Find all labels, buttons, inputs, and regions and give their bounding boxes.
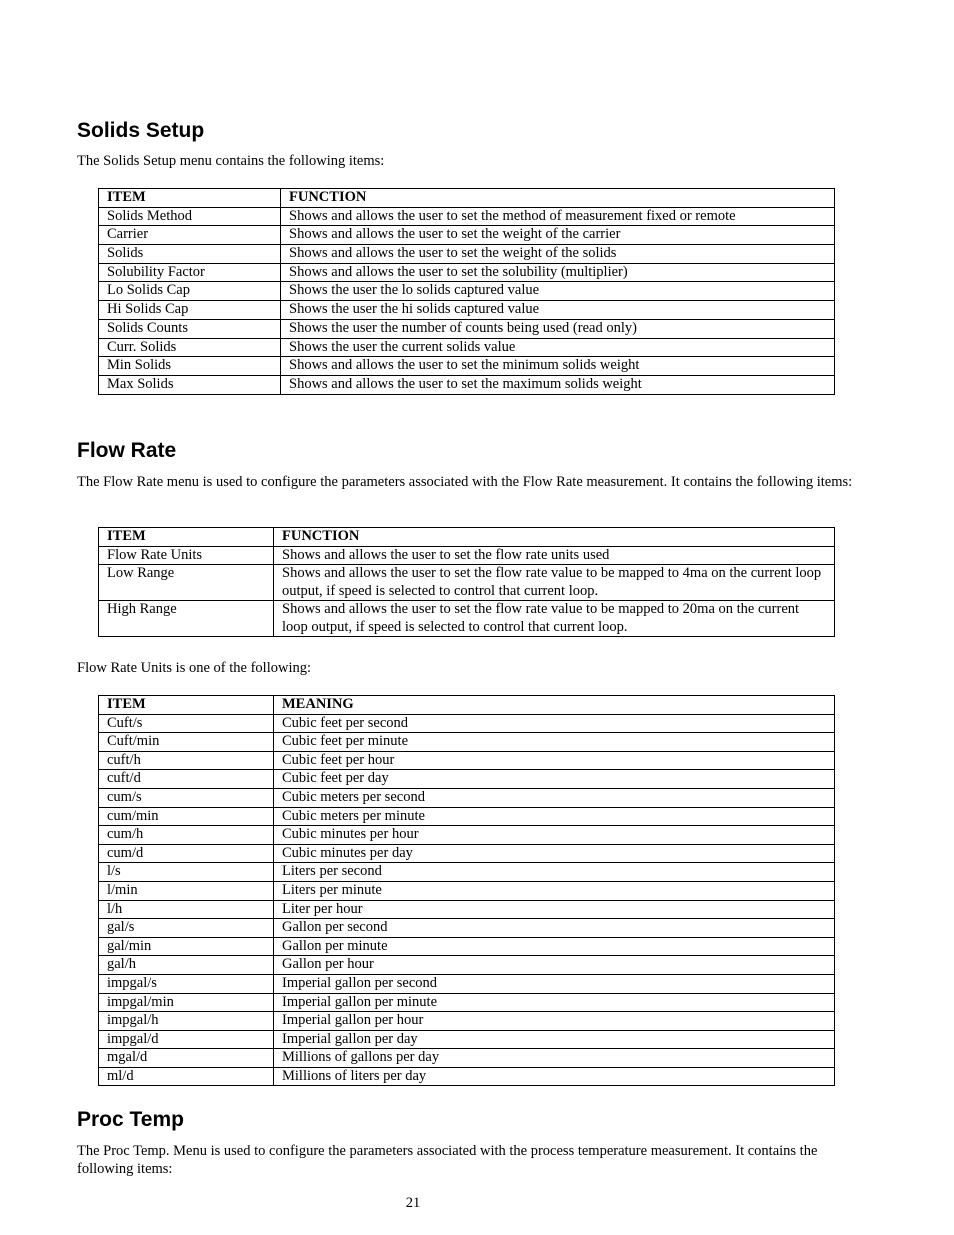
table-cell-item: cuft/h bbox=[99, 751, 274, 770]
proc-temp-intro: The Proc Temp. Menu is used to configure the parameters associated with the process temperature measurement. It contains the following items: bbox=[77, 1143, 818, 1177]
solids-setup-intro: The Solids Setup menu contains the following items: bbox=[77, 153, 385, 169]
table-row bbox=[99, 565, 835, 601]
table-cell-item: Solids bbox=[99, 245, 281, 264]
table-row bbox=[99, 1049, 835, 1068]
column-header-meaning: MEANING bbox=[274, 696, 835, 715]
table-cell-description: Liters per minute bbox=[274, 881, 835, 900]
table-row bbox=[99, 844, 835, 863]
table-cell-description: Cubic minutes per day bbox=[274, 844, 835, 863]
column-header-function: FUNCTION bbox=[274, 528, 835, 547]
table-cell-item: cum/s bbox=[99, 788, 274, 807]
table-row bbox=[99, 245, 835, 264]
section-heading-proc-temp: Proc Temp bbox=[77, 1108, 184, 1131]
table-cell-description: Shows the user the number of counts being used (read only) bbox=[281, 319, 835, 338]
table-cell-item: l/s bbox=[99, 863, 274, 882]
table-cell-item: cum/min bbox=[99, 807, 274, 826]
table-cell-item: impgal/min bbox=[99, 993, 274, 1012]
table-row bbox=[99, 863, 835, 882]
table-cell-item: ml/d bbox=[99, 1067, 274, 1086]
table-row bbox=[99, 226, 835, 245]
table-row bbox=[99, 919, 835, 938]
flow-rate-intro: The Flow Rate menu is used to configure the parameters associated with the Flow Rate measurement. It contains the following items: bbox=[77, 474, 853, 490]
table-cell-description: Cubic feet per hour bbox=[274, 751, 835, 770]
table-cell-item: impgal/d bbox=[99, 1030, 274, 1049]
table-row bbox=[99, 788, 835, 807]
table-row bbox=[99, 263, 835, 282]
table-row bbox=[99, 993, 835, 1012]
table-row bbox=[99, 207, 835, 226]
table-cell-description: Millions of gallons per day bbox=[274, 1049, 835, 1068]
table-cell-item: Cuft/min bbox=[99, 733, 274, 752]
table-cell-item: Min Solids bbox=[99, 357, 281, 376]
table-cell-description: Shows and allows the user to set the maximum solids weight bbox=[281, 375, 835, 394]
table-row bbox=[99, 807, 835, 826]
table-cell-description: Gallon per second bbox=[274, 919, 835, 938]
table-header-row bbox=[99, 696, 835, 715]
table-cell-item: Solubility Factor bbox=[99, 263, 281, 282]
table-cell-description: Cubic meters per minute bbox=[274, 807, 835, 826]
column-header-item: ITEM bbox=[99, 696, 274, 715]
table-row bbox=[99, 733, 835, 752]
table-cell-item: High Range bbox=[99, 601, 274, 637]
table-cell-item: Cuft/s bbox=[99, 714, 274, 733]
table-cell-description: Shows and allows the user to set the weight of the solids bbox=[281, 245, 835, 264]
table-cell-description: Shows and allows the user to set the flow rate value to be mapped to 4ma on the current loop output, if speed is selected to control that current loop. bbox=[274, 565, 835, 601]
table-row bbox=[99, 282, 835, 301]
table-row bbox=[99, 974, 835, 993]
column-header-item: ITEM bbox=[99, 528, 274, 547]
table-cell-description: Shows and allows the user to set the solubility (multiplier) bbox=[281, 263, 835, 282]
table-cell-description: Gallon per hour bbox=[274, 956, 835, 975]
flow-rate-units-table bbox=[98, 695, 835, 1086]
table-cell-description: Shows and allows the user to set the weight of the carrier bbox=[281, 226, 835, 245]
table-cell-item: gal/min bbox=[99, 937, 274, 956]
table-cell-item: Solids Counts bbox=[99, 319, 281, 338]
table-row bbox=[99, 357, 835, 376]
section-heading-solids-setup: Solids Setup bbox=[77, 119, 205, 142]
table-cell-description: Cubic minutes per hour bbox=[274, 826, 835, 845]
table-cell-item: l/h bbox=[99, 900, 274, 919]
table-cell-item: impgal/s bbox=[99, 974, 274, 993]
flow-rate-units-intro: Flow Rate Units is one of the following: bbox=[77, 660, 311, 676]
table-cell-item: Flow Rate Units bbox=[99, 546, 274, 565]
table-cell-item: mgal/d bbox=[99, 1049, 274, 1068]
table-cell-item: Lo Solids Cap bbox=[99, 282, 281, 301]
table-cell-description: Cubic feet per minute bbox=[274, 733, 835, 752]
solids-setup-table bbox=[98, 188, 835, 395]
table-cell-description: Imperial gallon per minute bbox=[274, 993, 835, 1012]
table-header-row bbox=[99, 189, 835, 208]
table-cell-description: Shows the user the hi solids captured value bbox=[281, 301, 835, 320]
table-cell-description: Gallon per minute bbox=[274, 937, 835, 956]
table-row bbox=[99, 1067, 835, 1086]
table-cell-item: Low Range bbox=[99, 565, 274, 601]
table-cell-description: Shows and allows the user to set the flow rate units used bbox=[274, 546, 835, 565]
table-cell-item: Max Solids bbox=[99, 375, 281, 394]
table-cell-description: Imperial gallon per second bbox=[274, 974, 835, 993]
table-row bbox=[99, 1012, 835, 1031]
table-row bbox=[99, 338, 835, 357]
table-row bbox=[99, 319, 835, 338]
table-cell-description: Cubic feet per second bbox=[274, 714, 835, 733]
table-cell-description: Millions of liters per day bbox=[274, 1067, 835, 1086]
table-row bbox=[99, 714, 835, 733]
table-row bbox=[99, 881, 835, 900]
table-cell-description: Shows and allows the user to set the flow rate value to be mapped to 20ma on the current loop output, if speed is selected to control that current loop. bbox=[274, 601, 835, 637]
table-cell-item: l/min bbox=[99, 881, 274, 900]
table-cell-description: Cubic feet per day bbox=[274, 770, 835, 789]
column-header-function: FUNCTION bbox=[281, 189, 835, 208]
table-cell-item: cum/d bbox=[99, 844, 274, 863]
flow-rate-table bbox=[98, 527, 835, 637]
table-cell-item: cuft/d bbox=[99, 770, 274, 789]
table-row bbox=[99, 301, 835, 320]
table-row bbox=[99, 375, 835, 394]
table-row bbox=[99, 956, 835, 975]
table-cell-description: Imperial gallon per hour bbox=[274, 1012, 835, 1031]
table-cell-item: cum/h bbox=[99, 826, 274, 845]
table-cell-item: Hi Solids Cap bbox=[99, 301, 281, 320]
section-heading-flow-rate: Flow Rate bbox=[77, 439, 177, 462]
table-cell-description: Cubic meters per second bbox=[274, 788, 835, 807]
table-cell-description: Shows the user the lo solids captured value bbox=[281, 282, 835, 301]
table-row bbox=[99, 751, 835, 770]
table-cell-description: Liter per hour bbox=[274, 900, 835, 919]
table-cell-description: Shows and allows the user to set the minimum solids weight bbox=[281, 357, 835, 376]
table-cell-item: gal/s bbox=[99, 919, 274, 938]
table-row bbox=[99, 1030, 835, 1049]
column-header-item: ITEM bbox=[99, 189, 281, 208]
table-cell-item: Solids Method bbox=[99, 207, 281, 226]
table-header-row bbox=[99, 528, 835, 547]
table-row bbox=[99, 770, 835, 789]
table-cell-description: Imperial gallon per day bbox=[274, 1030, 835, 1049]
table-cell-item: impgal/h bbox=[99, 1012, 274, 1031]
table-cell-description: Liters per second bbox=[274, 863, 835, 882]
table-cell-item: Carrier bbox=[99, 226, 281, 245]
table-cell-description: Shows and allows the user to set the method of measurement fixed or remote bbox=[281, 207, 835, 226]
table-cell-item: gal/h bbox=[99, 956, 274, 975]
table-cell-description: Shows the user the current solids value bbox=[281, 338, 835, 357]
table-row bbox=[99, 900, 835, 919]
page-number: 21 bbox=[405, 1195, 421, 1211]
table-row bbox=[99, 546, 835, 565]
table-row bbox=[99, 826, 835, 845]
table-row bbox=[99, 601, 835, 637]
table-row bbox=[99, 937, 835, 956]
table-cell-item: Curr. Solids bbox=[99, 338, 281, 357]
